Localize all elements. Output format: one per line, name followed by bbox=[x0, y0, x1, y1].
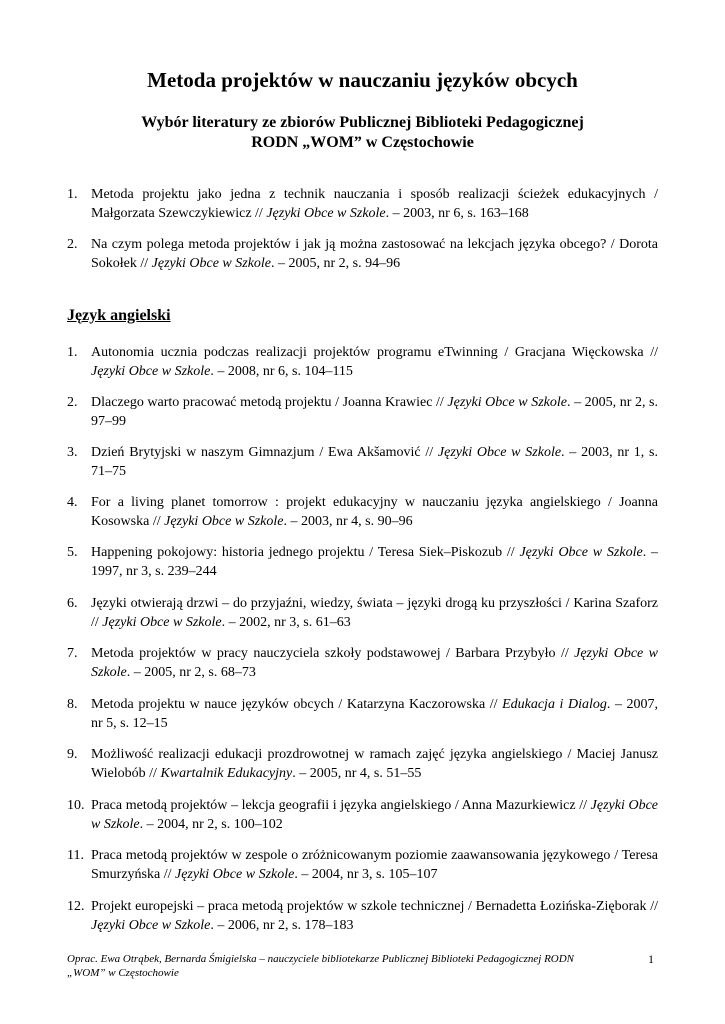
footer-line-2: „WOM” w Częstochowie bbox=[67, 967, 179, 979]
page-number: 1 bbox=[648, 952, 654, 966]
list-item bbox=[67, 847, 658, 884]
item-number: 2. bbox=[67, 395, 78, 410]
journal-title: Języki Obce w Szkole bbox=[91, 798, 658, 832]
item-number: 5. bbox=[67, 545, 78, 560]
list-item bbox=[67, 186, 658, 223]
item-number: 3. bbox=[67, 445, 78, 460]
item-text: Autonomia ucznia podczas realizacji projektów programu eTwinning / Gracjana Więckowska // Języki Obce w Szkole. – 2008, nr 6, s. 104–115 bbox=[91, 345, 658, 379]
list-item bbox=[67, 645, 658, 682]
footer-line-1: Oprac. Ewa Otrąbek, Bernarda Śmigielska – nauczyciele bibliotekarze Publicznej Biblioteki Pedagogicznej RODN bbox=[67, 953, 575, 965]
list-item bbox=[67, 444, 658, 481]
section-heading-english: Język angielski bbox=[67, 307, 171, 324]
item-text: Metoda projektu w nauce języków obcych / Katarzyna Kaczorowska // Edukacja i Dialog. – 2007, nr 5, s. 12–15 bbox=[91, 697, 659, 731]
item-number: 8. bbox=[67, 697, 78, 712]
item-text: Happening pokojowy: historia jednego projektu / Teresa Siek–Piskozub // Języki Obce w Szkole. – 1997, nr 3, s. 239–244 bbox=[91, 545, 658, 579]
journal-title: Języki Obce w Szkole bbox=[175, 866, 295, 882]
item-number: 9. bbox=[67, 747, 78, 762]
journal-title: Kwartalnik Edukacyjny bbox=[160, 765, 293, 781]
journal-title: Języki Obce w Szkole bbox=[437, 445, 562, 460]
item-text: Metoda projektu jako jedna z technik nauczania i sposób realizacji ścieżek edukacyjnych / Małgorzata Szewczykiewicz // Języki Obce w Szkole. – 2003, nr 6, s. 163–168 bbox=[91, 187, 658, 221]
journal-title: Języki Obce w Szkole bbox=[266, 205, 386, 221]
item-number: 2. bbox=[67, 237, 78, 252]
item-number: 7. bbox=[67, 646, 78, 661]
journal-title: Języki Obce w Szkole bbox=[91, 917, 211, 933]
list-item bbox=[67, 797, 658, 834]
item-text: Języki otwierają drzwi – do przyjaźni, wiedzy, świata – języki drogą ku przyszłości / Karina Szaforz // Języki Obce w Szkole. – 2002, nr 3, s. 61–63 bbox=[91, 596, 658, 630]
item-text: Praca metodą projektów w zespole o zróżnicowanym poziomie zaawansowania językowego / Teresa Smurzyńska // Języki Obce w Szkole. – 2004, nr 3, s. 105–107 bbox=[91, 848, 658, 882]
item-text: Dlaczego warto pracować metodą projektu / Joanna Krawiec // Języki Obce w Szkole. – 2005, nr 2, s. 97–99 bbox=[91, 395, 658, 429]
item-number: 1. bbox=[67, 345, 78, 360]
list-item bbox=[67, 898, 658, 935]
list-item bbox=[67, 696, 658, 733]
list-item bbox=[67, 494, 658, 531]
item-number: 10. bbox=[67, 798, 85, 813]
item-number: 4. bbox=[67, 495, 78, 510]
item-text: Na czym polega metoda projektów i jak ją można zastosować na lekcjach języka obcego? / Dorota Sokołek // Języki Obce w Szkole. – 2005, nr 2, s. 94–96 bbox=[91, 237, 658, 271]
item-text: Metoda projektów w pracy nauczyciela szkoły podstawowej / Barbara Przybyło // Języki Obce w Szkole. – 2005, nr 2, s. 68–73 bbox=[91, 646, 658, 680]
journal-title: Języki Obce w Szkole bbox=[91, 363, 211, 379]
list-item bbox=[67, 595, 658, 632]
item-text: Możliwość realizacji edukacji prozdrowotnej w ramach zajęć języka angielskiego / Maciej Janusz Wielobób // Kwartalnik Edukacyjny. – 2005, nr 4, s. 51–55 bbox=[91, 747, 658, 781]
page-subtitle bbox=[0, 113, 725, 153]
subtitle-line-1: Wybór literatury ze zbiorów Publicznej Biblioteki Pedagogicznej bbox=[141, 114, 584, 131]
list-item bbox=[67, 344, 658, 381]
subtitle-line-2: RODN „WOM” w Częstochowie bbox=[251, 134, 474, 151]
item-text: For a living planet tomorrow : projekt edukacyjny w nauczaniu języka angielskiego / Joanna Kosowska // Języki Obce w Szkole. – 2003, nr 4, s. 90–96 bbox=[91, 495, 658, 529]
page-footer bbox=[67, 952, 637, 980]
journal-title: Języki Obce w Szkole bbox=[447, 395, 567, 410]
list-item bbox=[67, 746, 658, 783]
journal-title: Języki Obce w Szkole bbox=[91, 646, 658, 680]
list-item bbox=[67, 394, 658, 431]
item-number: 12. bbox=[67, 899, 85, 914]
journal-title: Języki Obce w Szkole bbox=[164, 513, 284, 529]
journal-title: Edukacja i Dialog bbox=[502, 697, 607, 712]
list-item bbox=[67, 544, 658, 581]
item-number: 1. bbox=[67, 187, 78, 202]
list-item bbox=[67, 236, 658, 273]
item-text: Dzień Brytyjski w naszym Gimnazjum / Ewa Akšamović // Języki Obce w Szkole. – 2003, nr 1, s. 71–75 bbox=[91, 445, 658, 479]
item-number: 6. bbox=[67, 596, 78, 611]
journal-title: Języki Obce w Szkole bbox=[102, 614, 222, 630]
item-number: 11. bbox=[67, 848, 84, 863]
item-text: Praca metodą projektów – lekcja geografii i języka angielskiego / Anna Mazurkiewicz // Języki Obce w Szkole. – 2004, nr 2, s. 100–102 bbox=[91, 798, 658, 832]
journal-title: Języki Obce w Szkole bbox=[151, 255, 272, 271]
page-title: Metoda projektów w nauczaniu języków obcych bbox=[147, 68, 578, 92]
journal-title: Języki Obce w Szkole bbox=[519, 545, 643, 560]
item-text: Projekt europejski – praca metodą projektów w szkole technicznej / Bernadetta Łozińska-Zięborak // Języki Obce w Szkole. – 2006, nr 2, s. 178–183 bbox=[91, 899, 658, 933]
